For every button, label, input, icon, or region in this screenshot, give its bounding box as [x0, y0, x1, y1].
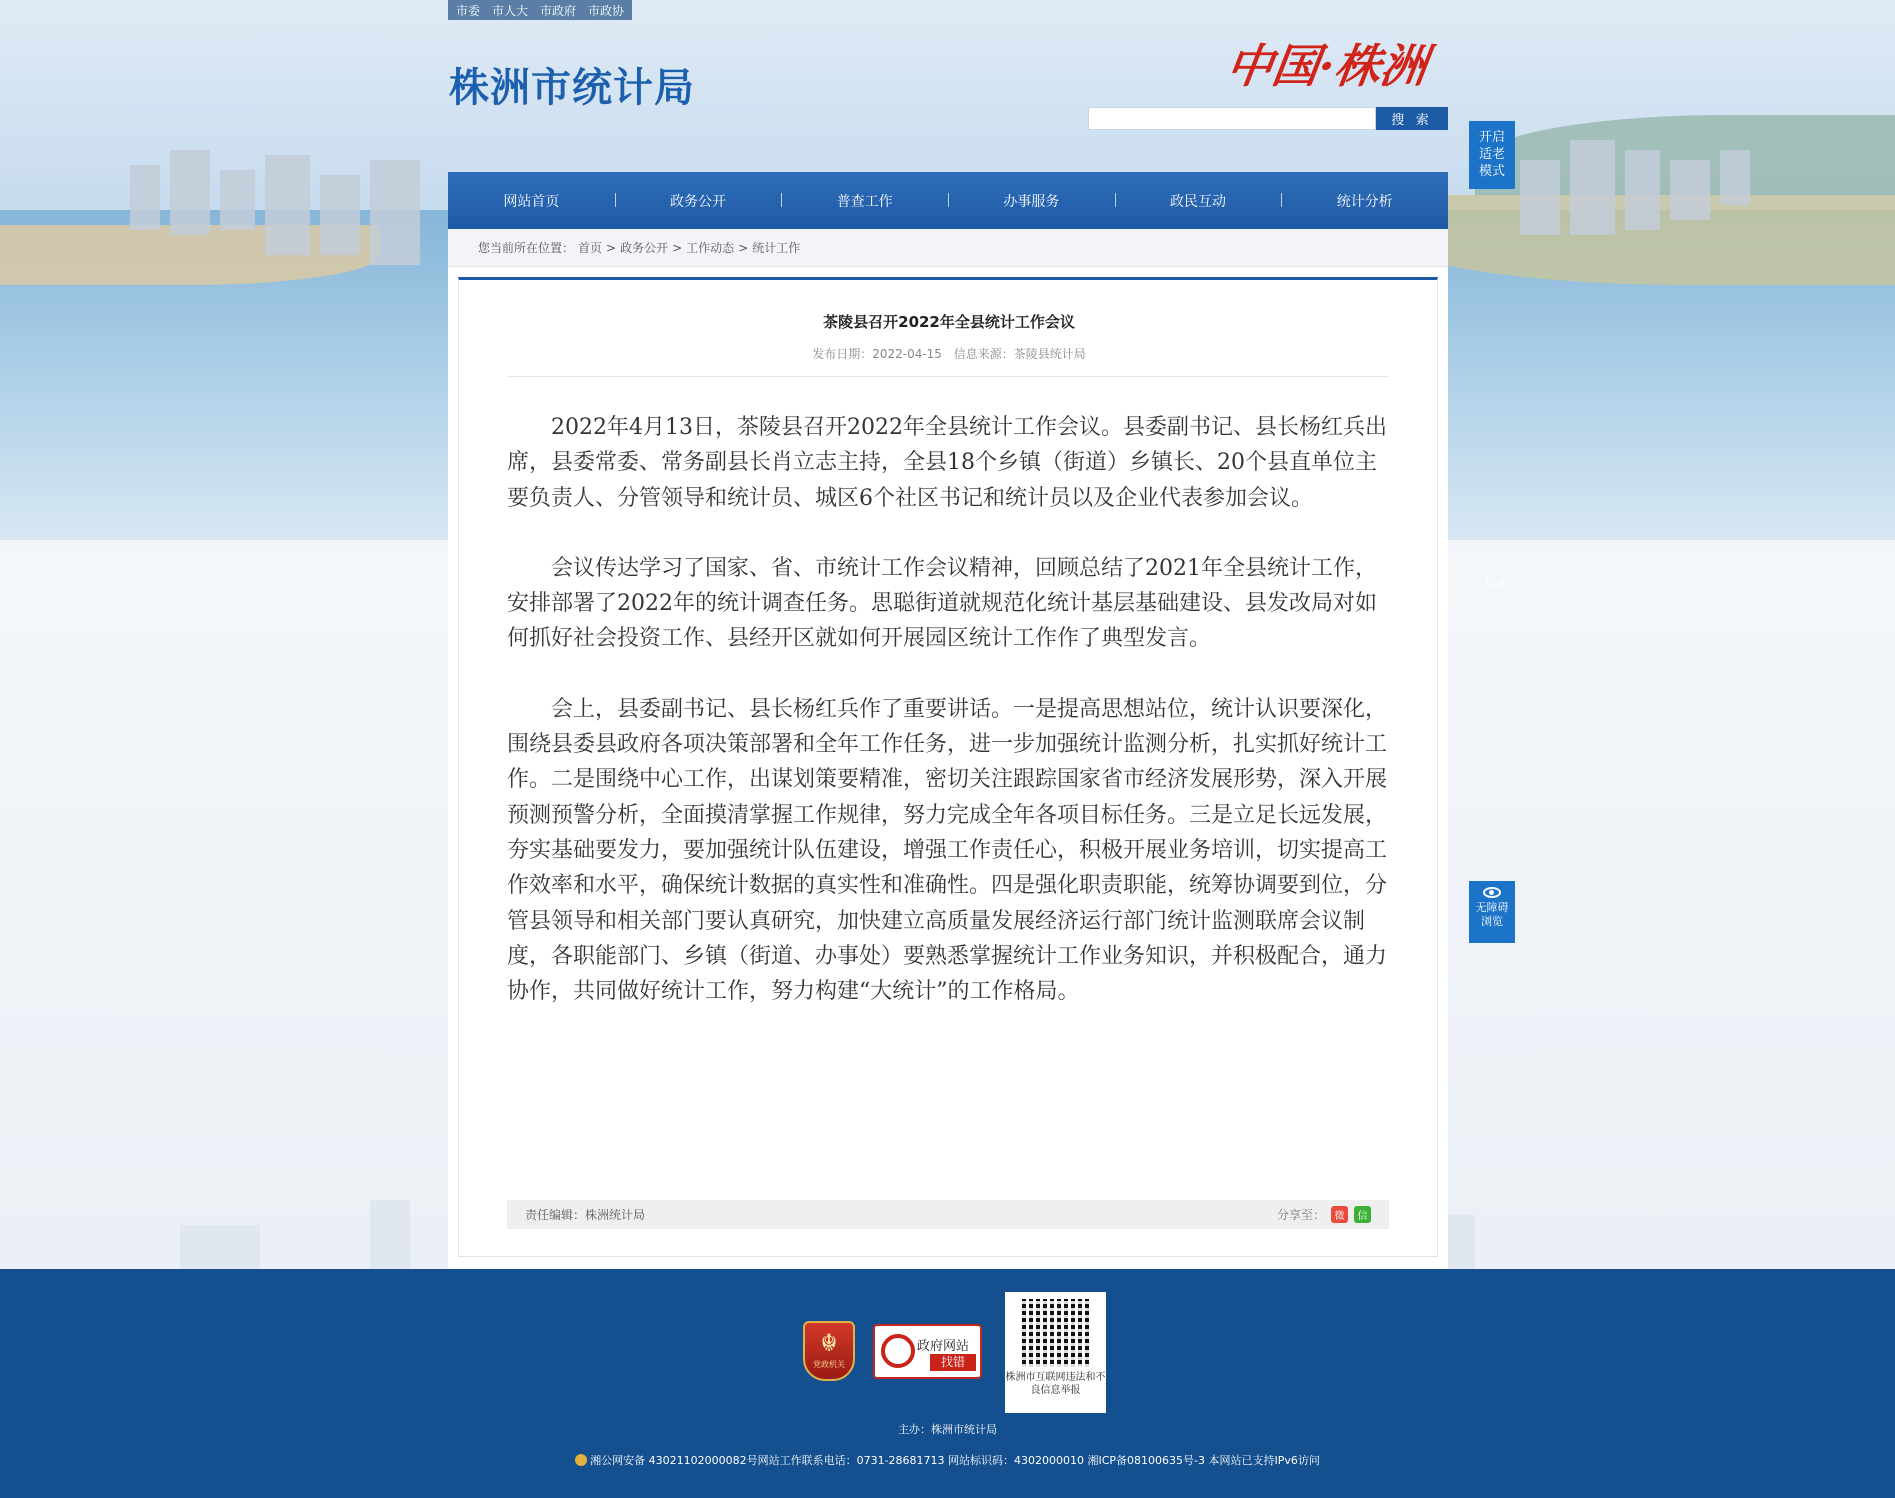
- main-nav: [448, 172, 1448, 229]
- breadcrumb: [448, 229, 1448, 267]
- elder-mode-label: 开启 适老 模式: [1478, 130, 1505, 179]
- skyline-building: [1720, 150, 1750, 205]
- editor-info: [525, 1206, 645, 1223]
- nav-services[interactable]: 办事服务: [948, 191, 1115, 211]
- wechat-share-icon[interactable]: 信: [1354, 1206, 1371, 1223]
- editor-value: 株洲统计局: [585, 1208, 646, 1222]
- skyline-building: [1570, 140, 1615, 235]
- breadcrumb-prefix: 您当前所在位置：: [478, 241, 575, 255]
- title-divider: [507, 376, 1389, 377]
- breadcrumb-statistics-work[interactable]: 统计工作: [752, 241, 801, 255]
- top-link-party[interactable]: 市委: [456, 3, 481, 18]
- qr-code-icon: [1022, 1299, 1090, 1367]
- top-links-bar: [448, 0, 632, 20]
- china-zhuzhou-calligraphy: 中国·株洲: [1222, 39, 1431, 93]
- breadcrumb-separator: >: [606, 240, 617, 255]
- source-label: 信息来源：: [953, 347, 1014, 361]
- source-value: 茶陵县统计局: [1013, 347, 1086, 361]
- article-footer-bar: [507, 1200, 1389, 1229]
- icp-text: 湘公网安备 43021102000082号网站工作联系电话：0731-28681713 网站标识码：4302000010 湘ICP备08100635号-3 本网站已支持IPv6访问: [590, 1454, 1320, 1467]
- police-badge-icon: [575, 1454, 587, 1466]
- skyline-building: [320, 175, 360, 255]
- editor-label: 责任编辑：: [525, 1208, 586, 1222]
- magnifier-icon: [881, 1334, 915, 1368]
- zc-badge-line1: 政府网站: [917, 1339, 970, 1354]
- top-link-congress[interactable]: 市人大: [492, 3, 529, 18]
- site-logo[interactable]: 株洲市统计局: [449, 65, 695, 111]
- ghost-building: [180, 1225, 260, 1270]
- floating-more-text: 更多: [1485, 577, 1507, 590]
- party-emblem-icon: ☬: [820, 1329, 838, 1357]
- article-paragraph: 会上，县委副书记、县长杨红兵作了重要讲话。一是提高思想站位，统计认识要深化，围绕县委县政府各项决策部署和全年工作任务，进一步加强统计监测分析，扎实抓好统计工作。二是围绕中心工作，出谋划策要精准，密切关注跟踪国家省市经济发展形势，深入开展预测预警分析，全面摸清掌握工作规律，努力完成全年各项目标任务。三是立足长远发展，夯实基础要发力，要加强统计队伍建设，增强工作责任心，积极开展业务培训，切实提高工作效率和水平，确保统计数据的真实性和准确性。四是强化职责职能，统筹协调要到位，分管县领导和相关部门要认真研究，加快建立高质量发展经济运行部门统计监测联席会议制度，各职能部门、乡镇（街道、办事处）要熟悉掌握统计工作业务知识，并积极配合，通力协作，共同做好统计工作，努力构建“大统计”的工作格局。: [507, 696, 1388, 1005]
- accessibility-label: 无障碍 浏览: [1475, 901, 1509, 928]
- nav-home[interactable]: 网站首页: [503, 193, 560, 210]
- breadcrumb-separator: >: [738, 240, 749, 255]
- elder-mode-button[interactable]: [1469, 121, 1515, 189]
- breadcrumb-separator: >: [672, 240, 683, 255]
- breadcrumb-gov-affairs[interactable]: 政务公开: [620, 241, 669, 255]
- host-info: 主办：株洲市统计局: [898, 1423, 997, 1436]
- search-bar: [1088, 107, 1448, 130]
- eye-icon: [1483, 887, 1501, 898]
- article-paragraph: 会议传达学习了国家、省、市统计工作会议精神，回顾总结了2021年全县统计工作，安排部署了2022年的统计调查任务。思聪街道就规范化统计基层基础建设、县发改局对如何抓好社会投资工作、县经开区就如何开展园区统计工作作了典型发言。: [507, 555, 1377, 652]
- search-input[interactable]: [1088, 107, 1376, 130]
- zc-badge-line2: 找错: [930, 1354, 976, 1371]
- top-link-cppcc[interactable]: 市政协: [588, 3, 625, 18]
- weibo-share-icon[interactable]: 微: [1331, 1206, 1348, 1223]
- article-body: [507, 410, 1389, 1044]
- gov-site-error-report-badge[interactable]: [873, 1324, 982, 1379]
- nav-interaction[interactable]: 政民互动: [1115, 191, 1282, 211]
- share-label: 分享至：: [1276, 1208, 1325, 1222]
- breadcrumb-work-news[interactable]: 工作动态: [686, 241, 735, 255]
- skyline-building: [1520, 160, 1560, 235]
- nav-gov-affairs[interactable]: 政务公开: [615, 191, 782, 211]
- skyline-building: [1670, 160, 1710, 220]
- publish-date: 2022-04-15: [872, 347, 942, 361]
- breadcrumb-home[interactable]: 首页: [578, 241, 603, 255]
- search-button[interactable]: 搜 索: [1376, 107, 1448, 130]
- publish-label: 发布日期：: [812, 347, 873, 361]
- skyline-building: [370, 160, 420, 265]
- party-gov-agency-badge[interactable]: [803, 1321, 855, 1381]
- main-panel: [448, 229, 1448, 1269]
- skyline-building: [170, 150, 210, 235]
- article-meta: [459, 345, 1439, 362]
- nav-census[interactable]: 普查工作: [781, 191, 948, 211]
- skyline-building: [1625, 150, 1660, 230]
- skyline-building: [130, 165, 160, 230]
- report-qr-box[interactable]: [1005, 1292, 1106, 1413]
- nav-analysis[interactable]: 统计分析: [1281, 191, 1448, 211]
- ghost-building: [370, 1200, 410, 1270]
- qr-caption: 株洲市互联网违法和不良信息举报: [1005, 1372, 1106, 1396]
- icp-info: [0, 1452, 1895, 1468]
- party-badge-label: 党政机关: [813, 1360, 845, 1369]
- top-link-government[interactable]: 市政府: [540, 3, 577, 18]
- site-footer: [0, 1269, 1895, 1498]
- article: [458, 277, 1438, 1257]
- skyline-building: [265, 155, 310, 255]
- skyline-building: [220, 170, 255, 230]
- share-area: [1277, 1206, 1371, 1223]
- article-title: 茶陵县召开2022年全县统计工作会议: [823, 313, 1075, 331]
- accessibility-button[interactable]: [1469, 881, 1515, 943]
- article-paragraph: 2022年4月13日，茶陵县召开2022年全县统计工作会议。县委副书记、县长杨红兵出席，县委常委、常务副县长肖立志主持，全县18个乡镇（街道）乡镇长、20个县直单位主要负责人、分管领导和统计员、城区6个社区书记和统计员以及企业代表参加会议。: [507, 415, 1387, 511]
